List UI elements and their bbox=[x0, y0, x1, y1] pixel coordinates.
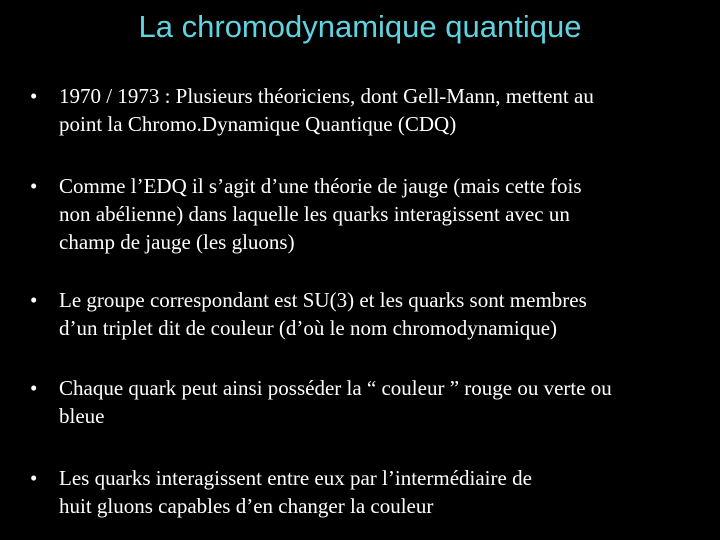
bullet-line: Les quarks interagissent entre eux par l’intermédiaire de bbox=[59, 466, 532, 490]
bullet-icon: • bbox=[30, 84, 38, 108]
bullet-item bbox=[30, 464, 700, 520]
bullet-icon: • bbox=[30, 174, 38, 198]
bullet-item bbox=[30, 172, 700, 256]
bullet-item bbox=[30, 286, 700, 342]
bullet-icon: • bbox=[30, 466, 38, 490]
bullet-line: point la Chromo.Dynamique Quantique (CDQ) bbox=[59, 112, 457, 136]
bullet-line: 1970 / 1973 : Plusieurs théoriciens, dont Gell-Mann, mettent au bbox=[59, 84, 594, 108]
bullet-line: bleue bbox=[59, 404, 105, 428]
bullet-line: huit gluons capables d’en changer la couleur bbox=[59, 494, 434, 518]
bullet-line: Comme l’EDQ il s’agit d’une théorie de jauge (mais cette fois bbox=[59, 174, 582, 198]
bullet-line: Chaque quark peut ainsi posséder la “ couleur ” rouge ou verte ou bbox=[59, 376, 612, 400]
bullet-icon: • bbox=[30, 288, 38, 312]
bullet-line: non abélienne) dans laquelle les quarks interagissent avec un bbox=[59, 202, 570, 226]
slide-title: La chromodynamique quantique bbox=[138, 9, 582, 44]
bullet-line: champ de jauge (les gluons) bbox=[59, 230, 295, 254]
bullet-item bbox=[30, 374, 700, 430]
bullet-icon: • bbox=[30, 376, 38, 400]
bullet-item bbox=[30, 82, 700, 138]
bullet-line: d’un triplet dit de couleur (d’où le nom chromodynamique) bbox=[59, 316, 558, 340]
bullet-line: Le groupe correspondant est SU(3) et les quarks sont membres bbox=[59, 288, 587, 312]
